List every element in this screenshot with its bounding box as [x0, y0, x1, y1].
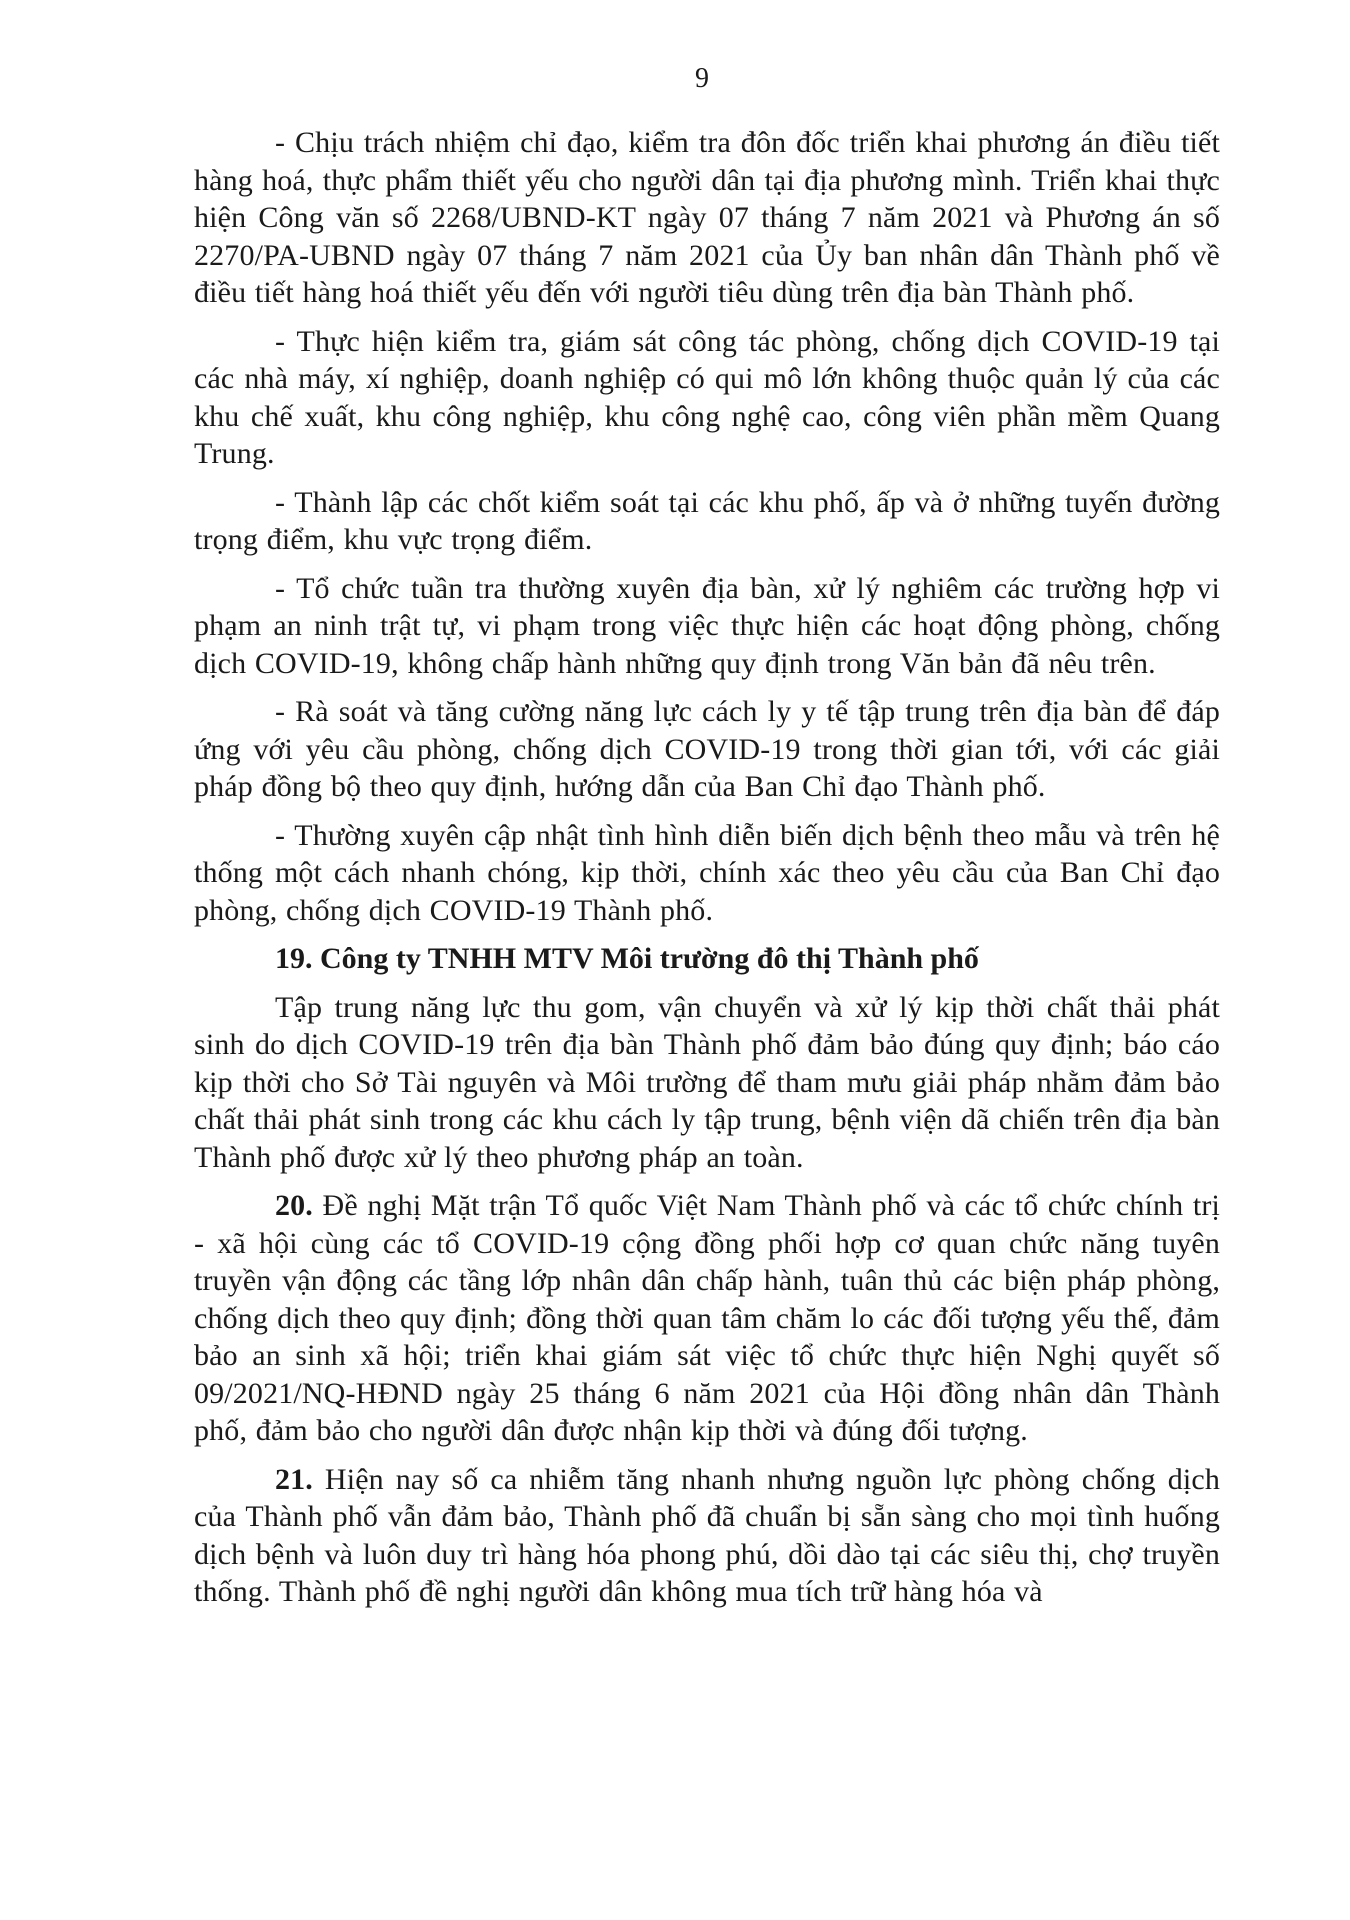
section-21-paragraph — [194, 1461, 1220, 1611]
paragraph-checkpoints: - Thành lập các chốt kiểm soát tại các khu phố, ấp và ở những tuyến đường trọng điểm, khu vực trọng điểm. — [194, 485, 1220, 556]
section-20-paragraph — [194, 1187, 1220, 1450]
paragraph-inspection: - Thực hiện kiểm tra, giám sát công tác phòng, chống dịch COVID-19 tại các nhà máy, xí nghiệp, doanh nghiệp có qui mô lớn không thuộc quản lý của các khu chế xuất, khu công nghiệp, khu công nghệ cao, công viên phần mềm Quang Trung. — [194, 324, 1220, 470]
section-19-heading: 19. Công ty TNHH MTV Môi trường đô thị Thành phố — [275, 942, 979, 975]
section-21-number: 21. — [275, 1462, 313, 1496]
section-20-number: 20. — [275, 1189, 313, 1222]
paragraph-update-situation: - Thường xuyên cập nhật tình hình diễn biến dịch bệnh theo mẫu và trên hệ thống một cách nhanh chóng, kịp thời, chính xác theo yêu cầu của Ban Chỉ đạo phòng, chống dịch COVID-19 Thành phố. — [194, 818, 1220, 927]
section-21-body: Hiện nay số ca nhiễm tăng nhanh nhưng nguồn lực phòng chống dịch của Thành phố vẫn đảm bảo, Thành phố đã chuẩn bị sẵn sàng cho mọi tình huống dịch bệnh và luôn duy trì hàng hóa phong phú, dồi dào tại các siêu thị, chợ truyền thống. Thành phố đề nghị người dân không mua tích trữ hàng hóa và — [194, 1462, 1220, 1608]
paragraph-patrol: - Tổ chức tuần tra thường xuyên địa bàn, xử lý nghiêm các trường hợp vi phạm an ninh trật tự, vi phạm trong việc thực hiện các hoạt động phòng, chống dịch COVID-19, không chấp hành những quy định trong Văn bản đã nêu trên. — [194, 571, 1220, 680]
section-20-body: Đề nghị Mặt trận Tổ quốc Việt Nam Thành phố và các tổ chức chính trị - xã hội cùng các tổ COVID-19 cộng đồng phối hợp cơ quan chức năng tuyên truyền vận động các tầng lớp nhân dân chấp hành, tuân thủ các biện pháp phòng, chống dịch theo quy định; đồng thời quan tâm chăm lo các đối tượng yếu thế, đảm bảo an sinh xã hội; triển khai giám sát việc tổ chức thực hiện Nghị quyết số 09/2021/NQ-HĐND ngày 25 tháng 6 năm 2021 của Hội đồng nhân dân Thành phố, đảm bảo cho người dân được nhận kịp thời và đúng đối tượng. — [194, 1189, 1220, 1447]
page-number: 9 — [695, 63, 709, 94]
document-body — [194, 124, 1220, 1622]
section-19-body: Tập trung năng lực thu gom, vận chuyển và xử lý kịp thời chất thải phát sinh do dịch COVID-19 trên địa bàn Thành phố đảm bảo đúng quy định; báo cáo kịp thời cho Sở Tài nguyên và Môi trường để tham mưu giải pháp nhằm đảm bảo chất thải phát sinh trong các khu cách ly tập trung, bệnh viện dã chiến trên địa bàn Thành phố được xử lý theo phương pháp an toàn. — [194, 990, 1220, 1174]
paragraph-isolation-capacity: - Rà soát và tăng cường năng lực cách ly y tế tập trung trên địa bàn để đáp ứng với yêu cầu phòng, chống dịch COVID-19 trong thời gian tới, với các giải pháp đồng bộ theo quy định, hướng dẫn của Ban Chỉ đạo Thành phố. — [194, 695, 1220, 803]
paragraph-direct-supply: - Chịu trách nhiệm chỉ đạo, kiểm tra đôn đốc triển khai phương án điều tiết hàng hoá, thực phẩm thiết yếu cho người dân tại địa phương mình. Triển khai thực hiện Công văn số 2268/UBND-KT ngày 07 tháng 7 năm 2021 và Phương án số 2270/PA-UBND ngày 07 tháng 7 năm 2021 của Ủy ban nhân dân Thành phố về điều tiết hàng hoá thiết yếu đến với người tiêu dùng trên địa bàn Thành phố. — [194, 126, 1220, 309]
